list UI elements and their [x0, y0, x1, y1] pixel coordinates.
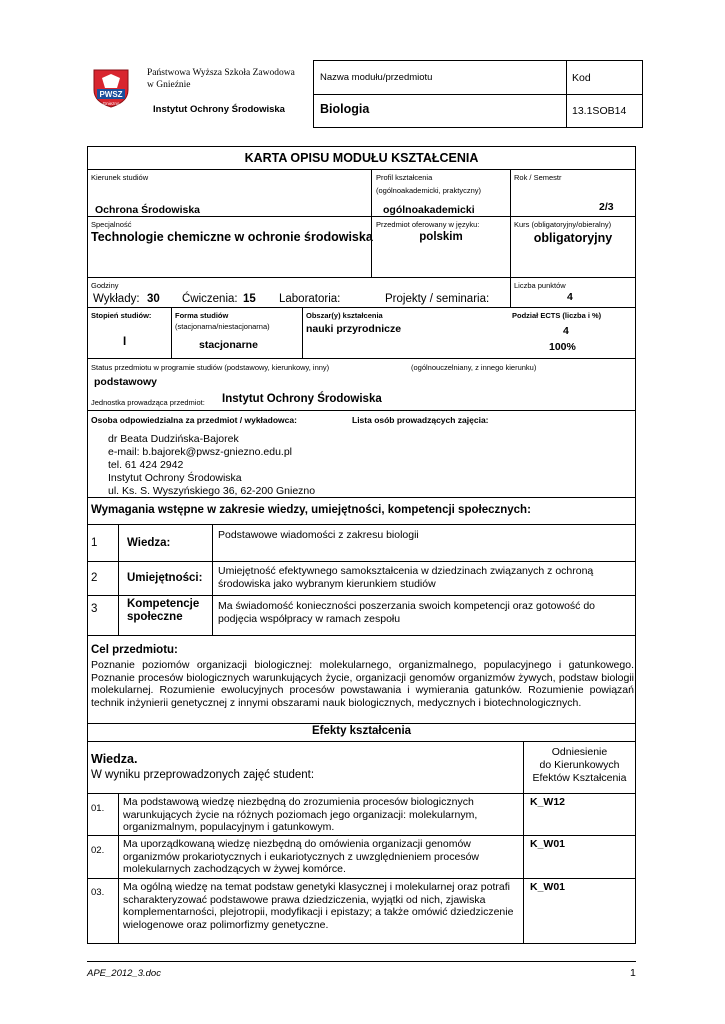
- cwiczenia-value: 15: [243, 293, 256, 305]
- requirements-title: Wymagania wstępne w zakresie wiedzy, umiejętności, kompetencji społecznych:: [91, 504, 531, 516]
- person-line: tel. 61 424 2942: [108, 459, 184, 471]
- person-line: Instytut Ochrony Środowiska: [108, 472, 242, 484]
- kierunek-value: Ochrona Środowiska: [95, 204, 201, 216]
- kurs-label: Kurs (obligatoryjny/obieralny): [514, 220, 612, 229]
- reference-header: do Kierunkowych: [539, 759, 620, 771]
- punkty-value: 4: [567, 291, 573, 303]
- requirement-number: 1: [91, 537, 98, 549]
- kierunek-label: Kierunek studiów: [91, 173, 149, 182]
- reference-header: Odniesienie: [551, 746, 608, 758]
- outcome-reference: K_W01: [530, 838, 566, 850]
- requirement-number: 3: [91, 603, 98, 615]
- outcome-number: 03.: [91, 887, 105, 898]
- requirement-name: Umiejętności:: [127, 572, 203, 584]
- kurs-value: obligatoryjny: [533, 231, 613, 245]
- ects-percent: 100%: [549, 341, 576, 353]
- person-line: dr Beata Dudzińska-Bajorek: [108, 433, 239, 445]
- requirement-name: Wiedza:: [127, 537, 171, 549]
- specjalnosc-label: Specjalność: [91, 220, 132, 229]
- outcome-text: Ma ogólną wiedzę na temat podstaw genetyki klasycznej i molekularnej oraz potrafi scharakteryzować podstawowe prawa dziedziczenia, wyjątki od nich, zjawiska komplementarności, plejotropii, modyfikacji i epistazy; a także omówić dziedziczenie wielogenowe oraz polimorfizmy genetyczne.: [123, 881, 514, 931]
- godziny-label: Godziny: [91, 281, 119, 290]
- card-title: KARTA OPISU MODUŁU KSZTAŁCENIA: [244, 151, 479, 165]
- cwiczenia-label: Ćwiczenia:: [182, 293, 238, 305]
- header-institute: Instytut Ochrony Środowiska: [153, 104, 285, 115]
- forma-value: stacjonarne: [199, 339, 258, 351]
- jednostka-label: Jednostka prowadząca przedmiot:: [91, 398, 205, 407]
- efekty-title: Efekty kształcenia: [311, 725, 412, 737]
- reference-header: Efektów Kształcenia: [532, 772, 627, 784]
- cel-title: Cel przedmiotu:: [91, 644, 178, 656]
- code-value: 13.1SOB14: [572, 105, 627, 117]
- requirement-text: Ma świadomość konieczności poszerzania swoich kompetencji oraz gotowość do podjęcia współpracy w ramach zespołu: [218, 600, 596, 625]
- person-line: e-mail: b.bajorek@pwsz-gniezno.edu.pl: [108, 446, 293, 458]
- punkty-label: Liczba punktów: [514, 281, 566, 290]
- outcome-text: Ma podstawową wiedzę niezbędną do zrozumienia procesów biologicznych warunkujących życie na różnych poziomach jego organizacji: molekularnym, organizmalnym, populacyjnym i gatunkowym.: [123, 796, 478, 833]
- requirement-name: Kompetencje społeczne: [127, 598, 200, 623]
- footer-document-name: APE_2012_3.doc: [87, 968, 161, 979]
- code-label: Kod: [572, 72, 591, 84]
- wiedza-subtitle: W wyniku przeprowadzonych zajęć student:: [91, 769, 315, 781]
- requirement-text: Umiejętność efektywnego samokształcenia w dziedzinach związanych z ochroną środowiska jako wybranym kierunkiem studiów: [218, 565, 594, 590]
- profil-label-sub: (ogólnoakademicki, praktyczny): [376, 186, 482, 195]
- jednostka-value: Instytut Ochrony Środowiska: [222, 393, 382, 405]
- jezyk-value: polskim: [419, 231, 463, 243]
- profil-value: ogólnoakademicki: [383, 204, 475, 216]
- responsible-label: Osoba odpowiedzialna za przedmiot / wykładowca:: [91, 415, 297, 425]
- forma-label: Forma studiów: [175, 311, 229, 320]
- outcome-text: Ma uporządkowaną wiedzę niezbędną do omówienia organizacji genomów organizmów prokariotycznych i eukariotycznych z uwzględnieniem procesów molekularnych zachodzących w żywej komórce.: [123, 838, 479, 875]
- wiedza-title: Wiedza.: [91, 752, 138, 766]
- outcome-reference: K_W01: [530, 881, 566, 893]
- stopien-value: I: [123, 336, 127, 348]
- rok-value: 2/3: [599, 201, 614, 213]
- forma-sublabel: (stacjonarna/niestacjonarna): [175, 322, 270, 331]
- obszar-label: Obszar(y) kształcenia: [306, 311, 383, 320]
- person-line: ul. Ks. S. Wyszyńskiego 36, 62-200 Gniezno: [108, 485, 316, 497]
- school-name-line2: w Gnieźnie: [147, 80, 191, 90]
- requirement-number: 2: [91, 572, 98, 584]
- logo-text: PWSZ: [99, 90, 123, 99]
- cel-text: Poznanie poziomów organizacji biologicznej: molekularnego, organizmalnego, populacyjnego i gatunkowego. Poznanie procesów biologicznych warunkujących życie, organizacji genomów organizmów żywych, podstaw biologii molekularnej. Rozumienie ewolucyjnych procesów powstawania i wymierania gatunków. Rozumienie powiązań technik inżynierii genetycznej z innymi obszarami nauk biologicznych, medycznych i biotechnologicznych.: [91, 659, 634, 709]
- stopien-label: Stopień studiów:: [91, 311, 152, 320]
- instructors-label: Lista osób prowadzących zajęcia:: [352, 415, 489, 425]
- laboratoria-label: Laboratoria:: [279, 293, 341, 305]
- ects-value: 4: [563, 325, 569, 337]
- wyklady-label: Wykłady:: [93, 293, 140, 305]
- obszar-value: nauki przyrodnicze: [306, 323, 402, 335]
- school-logo: [88, 64, 134, 108]
- rok-label: Rok / Semestr: [514, 173, 562, 182]
- module-name-label: Nazwa modułu/przedmiotu: [320, 72, 433, 83]
- wyklady-value: 30: [147, 293, 160, 305]
- logo-subtext: Gniezno: [102, 101, 120, 106]
- status-label: Status przedmiotu w programie studiów (podstawowy, kierunkowy, inny): [91, 363, 330, 372]
- requirement-text: Podstawowe wiadomości z zakresu biologii: [218, 529, 419, 541]
- projekty-label: Projekty / seminaria:: [385, 293, 490, 305]
- footer-page-number: 1: [630, 967, 636, 979]
- outcome-number: 02.: [91, 845, 105, 856]
- jezyk-label: Przedmiot oferowany w języku:: [376, 220, 480, 229]
- school-name-line1: Państwowa Wyższa Szkoła Zawodowa: [147, 68, 295, 78]
- status-value: podstawowy: [94, 376, 158, 388]
- module-name: Biologia: [320, 102, 370, 116]
- specjalnosc-value: Technologie chemiczne w ochronie środowiska: [91, 230, 373, 244]
- outcome-reference: K_W12: [530, 796, 566, 808]
- outcome-number: 01.: [91, 803, 105, 814]
- profil-label: Profil kształcenia: [376, 173, 433, 182]
- ects-label: Podział ECTS (liczba i %): [512, 311, 602, 320]
- status-label-2: (ogólnouczelniany, z innego kierunku): [411, 363, 537, 372]
